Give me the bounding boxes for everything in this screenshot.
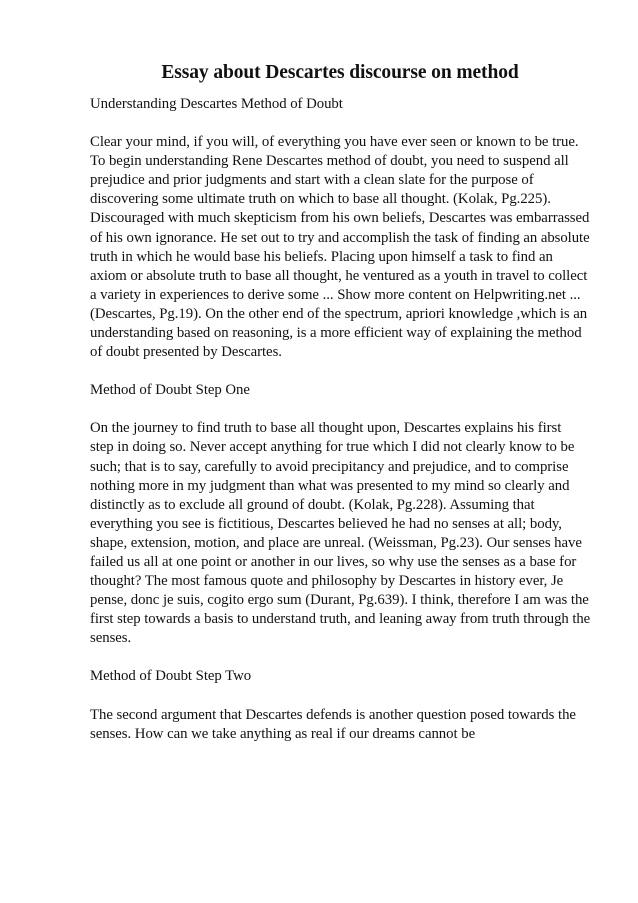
paragraph-line: distinctly as to exclude all ground of doubt. (Kolak, Pg.228). Assuming that — [90, 496, 535, 513]
paragraph-line: of his own ignorance. He set out to try and accomplish the task of finding an absolute — [90, 229, 590, 246]
paragraph-line: Discouraged with much skepticism from his own beliefs, Descartes was embarrassed — [90, 210, 590, 227]
paragraph-line: first step towards a basis to understand truth, and leaning away from truth through the — [90, 611, 591, 628]
paragraph-line: shape, extension, motion, and place are unreal. (Weissman, Pg.23). Our senses have — [90, 534, 582, 551]
section-heading: Method of Doubt Step Two — [90, 668, 252, 685]
paragraph-line: of doubt presented by Descartes. — [90, 344, 282, 361]
section-paragraph — [90, 133, 590, 362]
document-body — [90, 95, 590, 744]
paragraph-line: senses. — [90, 630, 132, 647]
paragraph-line: axiom or absolute truth to base all thought, he ventured as a youth in travel to collect — [90, 267, 588, 284]
paragraph-line: nothing more in my judgment than what was presented to my mind so clearly and — [90, 477, 570, 494]
paragraph-line: pense, donc je suis, cogito ergo sum (Durant, Pg.639). I think, therefore I am was the — [90, 592, 589, 609]
paragraph-line: The second argument that Descartes defends is another question posed towards the — [90, 706, 576, 723]
paragraph-line: thought? The most famous quote and philosophy by Descartes in history ever, Je — [90, 573, 564, 590]
section-heading: Method of Doubt Step One — [90, 382, 250, 399]
paragraph-line: such; that is to say, carefully to avoid precipitancy and prejudice, and to comprise — [90, 458, 569, 475]
section-paragraph — [90, 706, 590, 744]
paragraph-line: senses. How can we take anything as real if our dreams cannot be — [90, 725, 476, 742]
document-page — [90, 60, 590, 763]
paragraph-line: To begin understanding Rene Descartes method of doubt, you need to suspend all — [90, 153, 569, 170]
paragraph-line: Clear your mind, if you will, of everything you have ever seen or known to be true. — [90, 134, 579, 151]
paragraph-line: discovering some ultimate truth on which to base all thought. (Kolak, Pg.225). — [90, 191, 551, 208]
paragraph-line: failed us all at one point or another in our lives, so why use the senses as a base for — [90, 553, 577, 570]
paragraph-line: prejudice and prior judgments and start with a clean slate for the purpose of — [90, 172, 534, 189]
paragraph-line: truth in which he would base his beliefs. Placing upon himself a task to find an — [90, 248, 553, 265]
paragraph-line: On the journey to find truth to base all thought upon, Descartes explains his first — [90, 420, 562, 437]
paragraph-line: (Descartes, Pg.19). On the other end of the spectrum, apriori knowledge ,which is an — [90, 305, 588, 322]
paragraph-line: understanding based on reasoning, is a more efficient way of explaining the method — [90, 325, 582, 342]
document-title: Essay about Descartes discourse on method — [161, 62, 519, 83]
section-paragraph — [90, 419, 590, 648]
paragraph-line: everything you see is fictitious, Descartes believed he had no senses at all; body, — [90, 515, 562, 532]
paragraph-line: step in doing so. Never accept anything for true which I did not clearly know to be — [90, 439, 575, 456]
section-heading: Understanding Descartes Method of Doubt — [90, 96, 343, 112]
paragraph-line: a variety in experiences to derive some ... Show more content on Helpwriting.net ... — [90, 286, 581, 303]
